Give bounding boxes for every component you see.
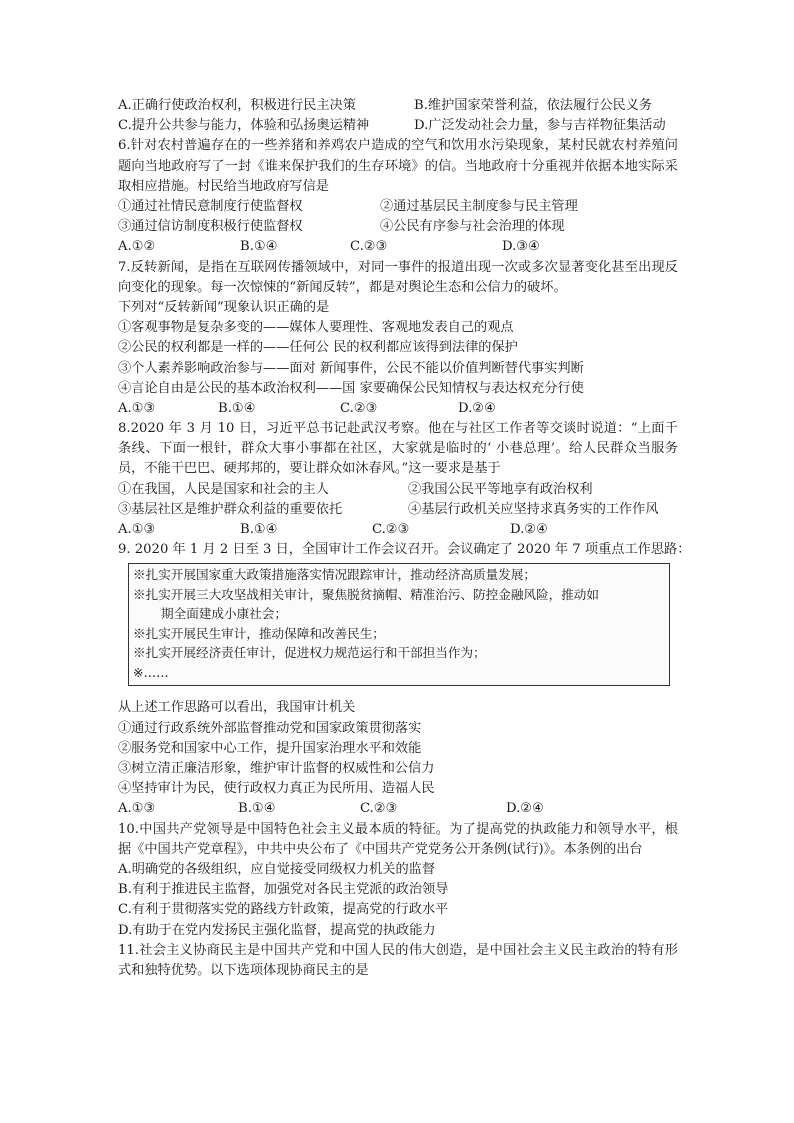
q9-subquestion: 从上述工作思路可以看出，我国审计机关: [118, 700, 356, 716]
q8-stem: 8.2020 年 3 月 10 日，习近平总书记赴武汉考察。他在与社区工作者等交谈时说道：“上面千条线、下面一根针，群众大事小事都在社区，大家就是临时的‘ 小巷总理’。给人民群众当服务员，不能干巴巴、硬邦邦的，要让群众如沐春风。”这一要求是基于: [118, 421, 678, 477]
q7-statement-3: ③个人素养影响政治参与——面对 新闻事件，公民不能以价值判断替代事实判断: [118, 360, 584, 376]
q9-statement-3: ③树立清正廉洁形象，维护审计监督的权威性和公信力: [118, 761, 435, 776]
q5-option-d[interactable]: D.广泛发动社会力量，参与吉祥物征集活动: [414, 118, 666, 134]
q7-statement-4: ④言论自由是公民的基本政治权利——国 家要确保公民知情权与表达权充分行使: [118, 380, 584, 396]
q6-choice-b[interactable]: B.①④: [240, 239, 278, 255]
q7-choice-d[interactable]: D.②④: [458, 400, 496, 416]
q10-choice-a[interactable]: A.明确党的各级组织，应自觉接受同级权力机关的监督: [118, 861, 436, 877]
q6-statement-2: ②通过基层民主制度参与民主管理: [380, 198, 578, 214]
q8-statement-4: ④基层行政机关应坚持求真务实的工作作风: [408, 501, 659, 517]
q9-point-2-continued: 期全面建成小康社会；: [161, 606, 287, 622]
q6-choice-d[interactable]: D.③④: [502, 239, 540, 255]
q9-choice-b[interactable]: B.①④: [238, 801, 276, 817]
q8-statements-row-1: [118, 480, 678, 500]
q8-choices: [118, 520, 678, 540]
q8-choice-c[interactable]: C.②③: [372, 522, 410, 538]
q6-choice-c[interactable]: C.②③: [350, 239, 388, 255]
q7-choice-a[interactable]: A.①③: [118, 400, 156, 416]
q10-choice-b[interactable]: B.有利于推进民主监督，加强党对各民主党派的政治领导: [118, 882, 449, 898]
q6-statements-row-2: [118, 217, 678, 237]
q8-choice-a[interactable]: A.①③: [118, 522, 156, 538]
q9-point-4: ※扎实开展经济责任审计，促进权力规范运行和干部担当作为；: [133, 645, 486, 661]
q8-statement-2: ②我国公民平等地享有政治权利: [408, 481, 593, 497]
q10-choice-d[interactable]: D.有助于在党内发扬民主强化监督，提高党的执政能力: [118, 922, 436, 938]
q7-choices: [118, 399, 678, 419]
q9-point-3: ※扎实开展民生审计，推动保障和改善民生；: [133, 625, 385, 641]
q6-choice-a[interactable]: A.①②: [118, 239, 156, 255]
q7-statement-2: ②公民的权利都是一样的——任何公 民的权利都应该得到法律的保护: [118, 340, 518, 356]
q6-choices: [118, 237, 678, 257]
q5-options-row-1: [118, 96, 678, 116]
q5-options-row-2: [118, 116, 678, 136]
q8-statements-row-2: [118, 500, 678, 520]
q7-stem: 7.反转新闻，是指在互联网传播领域中，对同一事件的报道出现一次或多次显著变化甚至出现反向变化的现象。每一次惊悚的“新闻反转”，都是对舆论生态和公信力的破坏。: [118, 259, 678, 295]
q9-choices: [118, 799, 678, 819]
q9-point-5: ※……: [133, 664, 169, 680]
q9-choice-c[interactable]: C.②③: [360, 801, 398, 817]
q8-choice-b[interactable]: B.①④: [240, 522, 278, 538]
q5-option-a[interactable]: A.正确行使政治权利，积极进行民主决策: [118, 98, 356, 113]
q7-statement-1: ①客观事物是复杂多变的——媒体人要理性、客观地发表自己的观点: [118, 320, 514, 336]
q11-stem: 11.社会主义协商民主是中国共产党和中国人民的伟大创造，是中国社会主义民主政治的特有形式和独特优势。以下选项体现协商民主的是: [118, 942, 678, 978]
q9-stem: 9. 2020 年 1 月 2 日至 3 日，全国审计工作会议召开。会议确定了 2020 年 7 项重点工作思路：: [118, 542, 691, 558]
q9-statement-2: ②服务党和国家中心工作，提升国家治理水平和效能: [118, 740, 422, 756]
q6-statements-row-1: [118, 197, 678, 217]
q8-statement-1: ①在我国，人民是国家和社会的主人: [118, 481, 329, 497]
q9-choice-d[interactable]: D.②④: [506, 801, 544, 817]
q10-choice-c[interactable]: C.有利于贯彻落实党的路线方针政策，提高党的行政水平: [118, 902, 449, 918]
q6-stem: 6.针对农村普遍存在的一些养猪和养鸡农户造成的空气和饮用水污染现象，某村民就农村养殖问题向当地政府写了一封《谁来保护我们的生存环境》的信。当地政府十分重视并依据本地实际采取相应措施。村民给当地政府写信是: [118, 138, 678, 194]
q6-statement-4: ④公民有序参与社会治理的体现: [380, 219, 565, 235]
q9-statement-1: ①通过行政系统外部监督推动党和国家政策贯彻落实: [118, 720, 422, 736]
q5-option-b[interactable]: B.维护国家荣誉利益，依法履行公民义务: [414, 98, 653, 113]
q7-choice-c[interactable]: C.②③: [340, 400, 378, 416]
q10-stem: 10.中国共产党领导是中国特色社会主义最本质的特征。为了提高党的执政能力和领导水平，根据《中国共产党章程》，中共中央公布了《中国共产党党务公开条例(试行)》。本条例的出台: [118, 821, 678, 857]
q6-statement-1: ①通过社情民意制度行使监督权: [118, 198, 303, 214]
q9-key-points-box: [128, 563, 670, 686]
q9-choice-a[interactable]: A.①③: [118, 801, 156, 817]
q7-choice-b[interactable]: B.①④: [218, 400, 256, 416]
q9-statement-4: ④坚持审计为民，使行政权力真正为民所用、造福人民: [118, 781, 435, 797]
q9-point-1: ※扎实开展国家重大政策措施落实情况跟踪审计，推动经济高质量发展；: [133, 567, 536, 583]
exam-page: [118, 96, 691, 981]
q6-statement-3: ③通过信访制度积极行使监督权: [118, 219, 303, 235]
q8-statement-3: ③基层社区是维护群众利益的重要依托: [118, 501, 343, 517]
q7-subquestion: 下列对“反转新闻”现象认识正确的是: [118, 299, 330, 315]
q5-option-c[interactable]: C.提升公共参与能力，体验和弘扬奥运精神: [118, 118, 370, 134]
q9-point-2: ※扎实开展三大攻坚战相关审计，聚焦脱贫摘帽、精准治污、防控金融风险，推动如: [133, 586, 599, 602]
q8-choice-d[interactable]: D.②④: [510, 522, 548, 538]
